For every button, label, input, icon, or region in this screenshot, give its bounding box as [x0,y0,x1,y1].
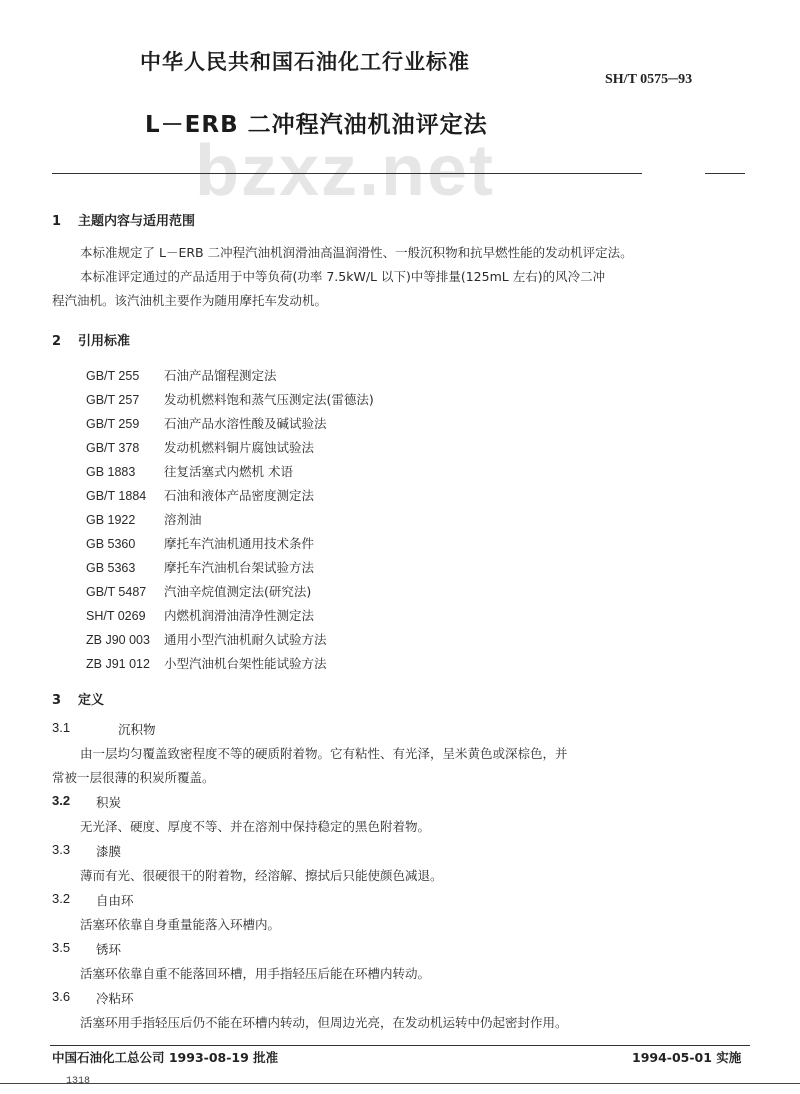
section-3-heading [52,689,104,708]
ref-item [86,606,314,624]
definition-text: 活塞环用手指轻压后仍不能在环槽内转动，但周边光亮，在发动机运转中仍起密封作用。 [80,1015,568,1030]
ref-item [86,510,202,528]
section-number: 2 [52,334,62,349]
ref-item [86,582,311,600]
ref-name: 石油和液体产品密度测定法 [164,488,315,503]
ref-name: 石油产品水溶性酸及碱试验法 [164,416,327,431]
page-number: 1318 [66,1076,91,1087]
section-title: 定义 [78,693,105,708]
ref-item [86,654,327,672]
ref-code: GB/T 1884 [86,489,147,503]
definition-text: 活塞环依靠自重不能落回环槽，用手指轻压后能在环槽内转动。 [80,966,431,981]
definition-term: 冷粘环 [96,991,134,1006]
page-edge-rule [0,1083,800,1084]
ref-name: 摩托车汽油机台架试验方法 [164,560,315,575]
ref-name: 内燃机润滑油清净性测定法 [164,608,315,623]
ref-name: 石油产品馏程测定法 [164,368,277,383]
ref-code: GB/T 259 [86,417,140,431]
ref-code: SH/T 0269 [86,609,146,623]
ref-item [86,366,277,384]
definition-text: 由一层均匀覆盖致密程度不等的硬质附着物。它有粘性、有光泽，呈米黄色或深棕色，并 [80,746,568,761]
ref-code: GB/T 378 [86,441,140,455]
ref-item [86,630,327,648]
ref-item [86,438,314,456]
ref-code: GB 1922 [86,513,136,527]
definition-term: 漆膜 [96,844,122,859]
ref-item [86,486,314,504]
ref-code: GB 1883 [86,465,136,479]
ref-item [86,558,314,576]
definition-term: 自由环 [96,893,134,908]
ref-code: GB/T 255 [86,369,140,383]
ref-name: 汽油辛烷值测定法(研究法) [164,584,312,599]
ref-name: 发动机燃料铜片腐蚀试验法 [164,440,315,455]
definition-term: 积炭 [96,795,122,810]
section-number: 1 [52,214,62,229]
section-1-heading [52,210,195,229]
header-organization: 中华人民共和国石油化工行业标准 [140,50,470,74]
ref-name: 通用小型汽油机耐久试验方法 [164,632,327,647]
document-title: L－ERB 二冲程汽油机油评定法 [145,112,488,138]
ref-name: 小型汽油机台架性能试验方法 [164,656,327,671]
section-1-paragraph-1: 本标准规定了 L－ERB 二冲程汽油机润滑油高温润滑性、一般沉积物和抗早燃性能的发动机评定法。 [80,245,633,260]
definition-text: 活塞环依靠自身重量能落入环槽内。 [80,917,281,932]
definition-number: 3.6 [52,989,71,1004]
definition-number: 3.3 [52,842,71,857]
footer-rule [50,1045,750,1046]
ref-code: GB 5363 [86,561,136,575]
definition-term: 锈环 [96,942,122,957]
ref-code: ZB J91 012 [86,657,150,671]
implementation-date: 1994-05-01 实施 [632,1050,742,1065]
ref-code: GB/T 5487 [86,585,147,599]
definition-number: 3.1 [52,720,71,735]
ref-name: 往复活塞式内燃机 术语 [164,464,293,479]
ref-name: 发动机燃料饱和蒸气压测定法(雷德法) [164,392,374,407]
ref-item [86,462,293,480]
definition-text: 常被一层很薄的积炭所覆盖。 [52,770,215,785]
definition-number: 3.2 [52,891,71,906]
ref-code: GB/T 257 [86,393,140,407]
definition-number: 3.2 [52,793,71,808]
definition-text: 薄而有光、很硬很干的附着物，经溶解、擦拭后只能使颜色减退。 [80,868,443,883]
section-1-paragraph-2b: 程汽油机。该汽油机主要作为随用摩托车发动机。 [52,293,328,308]
ref-item [86,390,374,408]
ref-code: ZB J90 003 [86,633,150,647]
section-2-heading [52,330,130,349]
definition-term: 沉积物 [118,722,156,737]
section-1-paragraph-2a: 本标准评定通过的产品适用于中等负荷(功率 7.5kW/L 以下)中等排量(125mL 左右)的风冷二冲 [80,269,606,284]
section-title: 主题内容与适用范围 [78,214,196,229]
ref-code: GB 5360 [86,537,136,551]
approval-line: 中国石油化工总公司 1993-08-19 批准 [52,1050,279,1065]
ref-name: 摩托车汽油机通用技术条件 [164,536,315,551]
watermark: bzxz.net [195,131,496,211]
title-rule [52,173,642,174]
section-title: 引用标准 [78,334,131,349]
title-rule-short [705,173,745,174]
ref-name: 溶剂油 [164,512,202,527]
definition-text: 无光泽、硬度、厚度不等、并在溶剂中保持稳定的黑色附着物。 [80,819,431,834]
section-number: 3 [52,693,62,708]
standard-code: SH/T 0575─93 [605,72,693,87]
ref-item [86,414,327,432]
definition-number: 3.5 [52,940,71,955]
ref-item [86,534,314,552]
